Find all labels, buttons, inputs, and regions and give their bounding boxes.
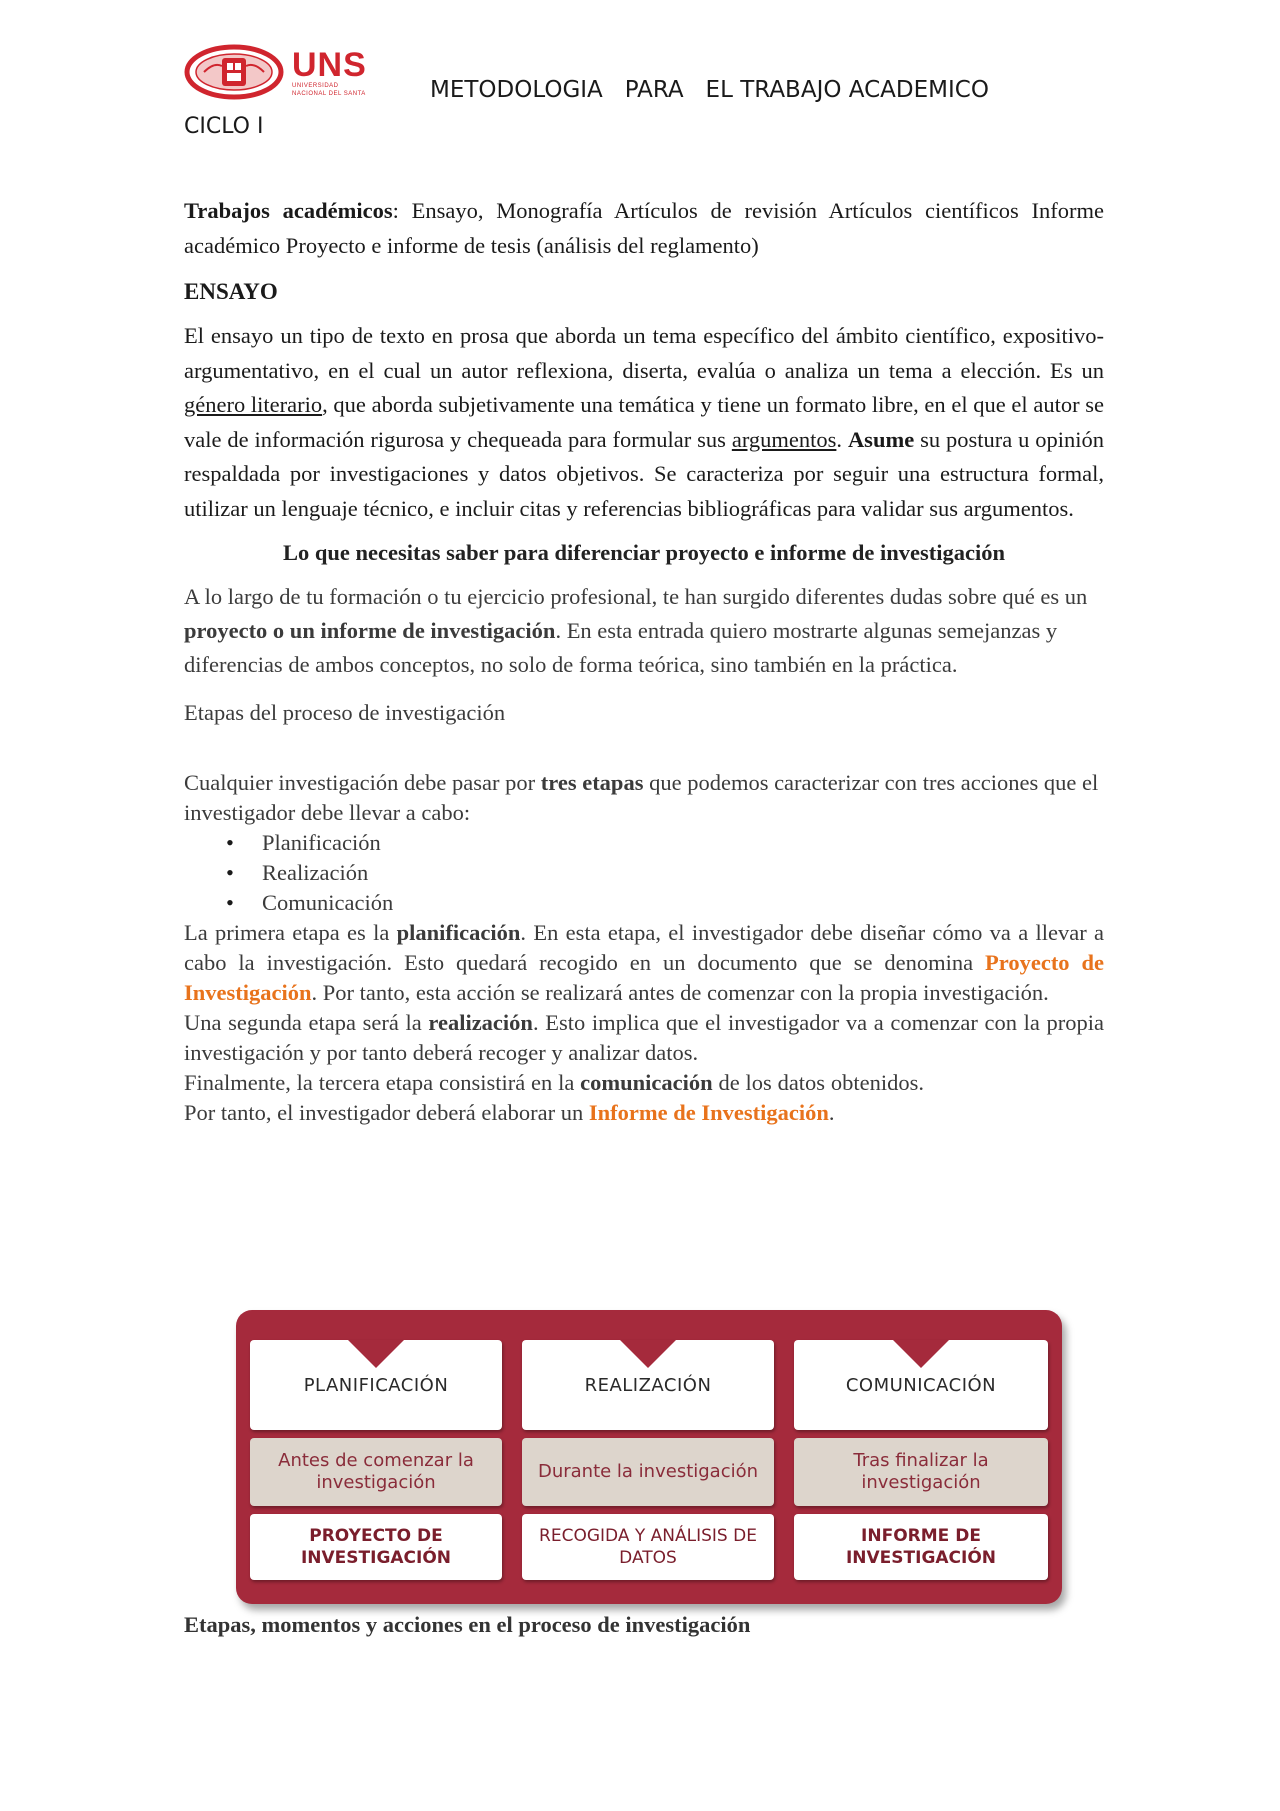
stage-comunicacion: COMUNICACIÓN [794, 1340, 1048, 1430]
para2-text-1: Una segunda etapa será la [184, 1010, 429, 1035]
para3-text-1: Finalmente, la tercera etapa consistirá en la [184, 1070, 581, 1095]
research-stages-diagram [236, 1310, 1062, 1604]
etapas-intro [184, 768, 1104, 828]
planificacion-paragraph [184, 918, 1104, 1008]
genero-literario-link[interactable]: género literario [184, 392, 323, 417]
list-item: • Comunicación [226, 888, 1104, 918]
university-logo [292, 48, 367, 98]
proyecto-link[interactable]: Proyecto de Investigación [184, 950, 1104, 1005]
para1-bold: planificación [396, 920, 521, 945]
cycle-label: CICLO I [184, 114, 264, 139]
para2-text-2: . Esto implica que el investigador va a comenzar con la propia investigación y por tanto deberá recoger y analizar datos. [184, 1010, 1104, 1065]
intro-bold: Trabajos académicos [184, 198, 393, 223]
logo-text: UNS [292, 46, 367, 84]
action-planificacion: PROYECTO DE INVESTIGACIÓN [250, 1514, 502, 1580]
stage-realizacion: REALIZACIÓN [522, 1340, 774, 1430]
moment-realizacion: Durante la investigación [522, 1438, 774, 1506]
chevron-down-icon [893, 1340, 949, 1368]
etapas-heading: Etapas del proceso de investigación [184, 700, 506, 725]
chevron-down-icon [620, 1340, 676, 1368]
action-realizacion: RECOGIDA Y ANÁLISIS DE DATOS [522, 1514, 774, 1580]
etapas-list [184, 828, 1104, 918]
para3-text-2: de los datos obtenidos. Por tanto, el investigador deberá elaborar un [184, 1070, 924, 1125]
para3-bold: comunicación [580, 1070, 713, 1095]
moment-planificacion: Antes de comenzar la investigación [250, 1438, 502, 1506]
ensayo-text-4: su postura u opinión respaldada por investigaciones y datos objetivos. Se caracteriza por seguir una estructura formal, utilizar un lenguaje técnico, e incluir citas y referencias bibliográficas para validar sus argumentos. [184, 426, 1105, 521]
diferencias-text-2: . En esta entrada quiero mostrarte algunas semejanzas y diferencias de ambos conceptos, no solo de forma teórica, sino también en la práctica. [184, 618, 1058, 677]
argumentos-link[interactable]: argumentos [731, 426, 837, 452]
para3-text-3: . [828, 1100, 835, 1125]
chevron-down-icon [348, 1340, 404, 1368]
logo-subtitle-2: NACIONAL DEL SANTA [292, 91, 366, 97]
moment-comunicacion: Tras finalizar la investigación [794, 1438, 1048, 1506]
intro-paragraph [184, 194, 1104, 263]
informe-link[interactable]: Informe de Investigación [588, 1100, 829, 1125]
ensayo-bold: Asume [847, 426, 915, 452]
university-seal-icon [184, 44, 284, 100]
para1-text-1: La primera etapa es la [184, 920, 397, 945]
section-title-ensayo: ENSAYO [184, 279, 278, 304]
logo-subtitle-1: UNIVERSIDAD [292, 83, 339, 89]
document-body [184, 194, 1104, 1128]
list-item: • Realización [226, 858, 1104, 888]
action-comunicacion: INFORME DE INVESTIGACIÓN [794, 1514, 1048, 1580]
page-header [184, 44, 1084, 144]
ensayo-text-2: , que aborda subjetivamente una temática y tiene un formato libre, en el que el autor se vale de información rigurosa y chequeada para formular sus [184, 392, 1105, 452]
etapas-intro-bold: tres etapas [540, 770, 644, 795]
realizacion-paragraph [184, 1008, 1104, 1068]
para1-text-2: . En esta etapa, el investigador debe diseñar cómo va a llevar a cabo la investigación. Esto quedará recogido en un documento que se denomina [184, 920, 1105, 975]
ensayo-text-3: . [836, 426, 848, 452]
course-title: METODOLOGIA PARA EL TRABAJO ACADEMICO [430, 77, 989, 103]
intro-text: : Ensayo, Monografía Artículos de revisión Artículos científicos Informe académico Proyecto e informe de tesis (análisis del reglamento) [184, 198, 1104, 258]
diferencias-bold: proyecto o un informe de investigación [184, 618, 556, 643]
ensayo-text-1: El ensayo un tipo de texto en prosa que aborda un tema específico del ámbito científico, expositivo-argumentativo, en el cual un autor reflexiona, diserta, evalúa o analiza un tema a elección. Es un [184, 323, 1104, 383]
stage-planificacion: PLANIFICACIÓN [250, 1340, 502, 1430]
para2-bold: realización [428, 1010, 533, 1035]
etapas-intro-text-1: Cualquier investigación debe pasar por [184, 770, 541, 795]
list-item: • Planificación [226, 828, 1104, 858]
figure-caption: Etapas, momentos y acciones en el proceso de investigación [184, 1612, 751, 1637]
diferencias-text-1: A lo largo de tu formación o tu ejercicio profesional, te han surgido diferentes dudas sobre qué es un [184, 584, 1088, 609]
etapas-intro-text-2: que podemos caracterizar con tres acciones que el investigador debe llevar a cabo: [184, 770, 1099, 825]
comunicacion-paragraph [184, 1068, 924, 1128]
subsection-title: Lo que necesitas saber para diferenciar proyecto e informe de investigación [283, 540, 1005, 565]
para1-text-3: . Por tanto, esta acción se realizará antes de comenzar con la propia investigación. [311, 980, 1049, 1005]
ensayo-paragraph [184, 319, 1104, 526]
diferencias-paragraph [184, 580, 1104, 682]
